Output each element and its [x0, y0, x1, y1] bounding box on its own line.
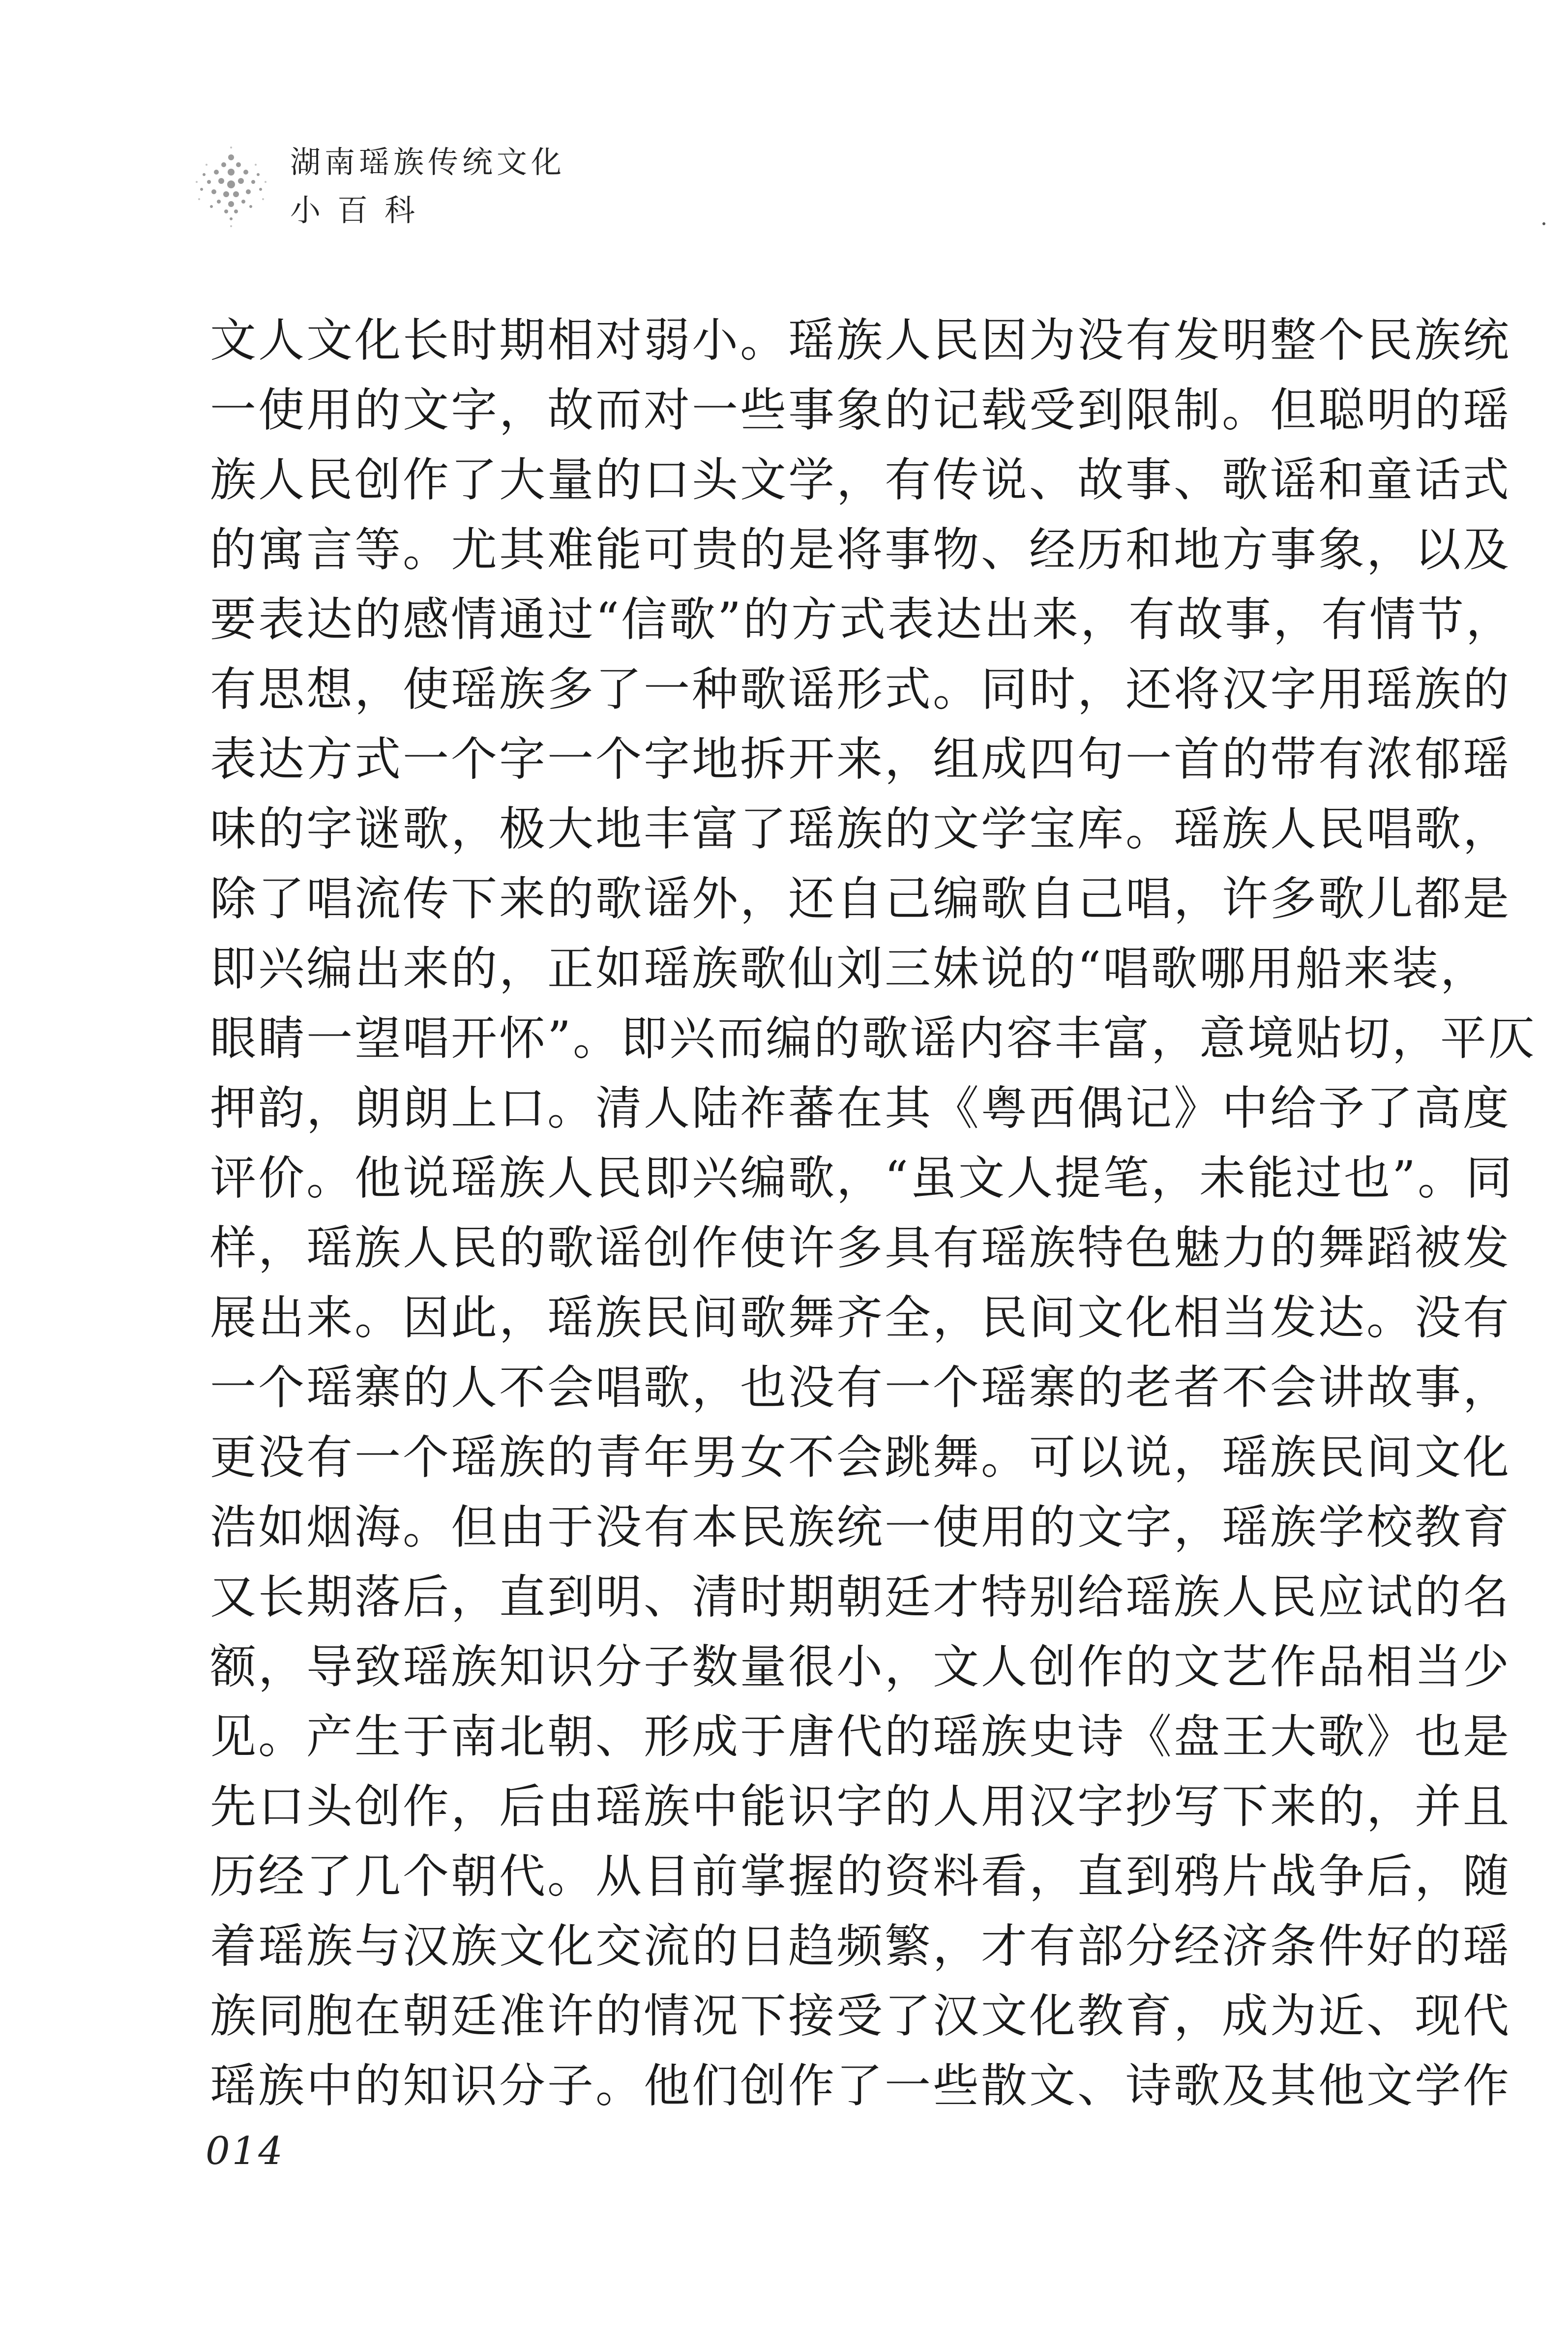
text-line: 有思想，使瑶族多了一种歌谣形式。同时，还将汉字用瑶族的: [210, 663, 1511, 716]
text-line: 评价。他说瑶族人民即兴编歌，“虽文人提笔，未能过也”。同: [210, 1152, 1514, 1205]
floral-ornament-icon: [182, 138, 280, 236]
page-speck: [1542, 222, 1545, 225]
text-line: 除了唱流传下来的歌谣外，还自己编歌自己唱，许多歌儿都是: [210, 872, 1511, 926]
text-line: 历经了几个朝代。从目前掌握的资料看，直到鸦片战争后，随: [210, 1850, 1511, 1903]
text-line: 样，瑶族人民的歌谣创作使许多具有瑶族特色魅力的舞蹈被发: [210, 1221, 1511, 1275]
text-line: 一个瑶寨的人不会唱歌，也没有一个瑶寨的老者不会讲故事，: [210, 1361, 1511, 1415]
text-line: 又长期落后，直到明、清时期朝廷才特别给瑶族人民应试的名: [210, 1571, 1511, 1624]
text-line: 族人民创作了大量的口头文学，有传说、故事、歌谣和童话式: [210, 453, 1511, 507]
text-line: 着瑶族与汉族文化交流的日趋频繁，才有部分经济条件好的瑶: [210, 1920, 1511, 1973]
text-line: 表达方式一个字一个字地拆开来，组成四句一首的带有浓郁瑶: [210, 733, 1511, 786]
text-line: 浩如烟海。但由于没有本民族统一使用的文字，瑶族学校教育: [210, 1501, 1511, 1554]
page-number: 014: [206, 2129, 285, 2173]
text-line: 即兴编出来的，正如瑶族歌仙刘三妹说的“唱歌哪用船来装，: [210, 942, 1489, 996]
text-line: 更没有一个瑶族的青年男女不会跳舞。可以说，瑶族民间文化: [210, 1431, 1511, 1484]
text-line: 味的字谜歌，极大地丰富了瑶族的文学宝库。瑶族人民唱歌，: [210, 802, 1511, 856]
text-line: 先口头创作，后由瑶族中能识字的人用汉字抄写下来的，并且: [210, 1780, 1511, 1834]
text-line: 眼睛一望唱开怀”。即兴而编的歌谣内容丰富，意境贴切，平仄: [210, 1012, 1537, 1066]
body-text: [210, 306, 1537, 2121]
text-line: 要表达的感情通过“信歌”的方式表达出来，有故事，有情节，: [210, 593, 1514, 647]
text-line: 额，导致瑶族知识分子数量很小，文人创作的文艺作品相当少: [210, 1640, 1511, 1694]
text-line: 见。产生于南北朝、形成于唐代的瑶族史诗《盘王大歌》也是: [210, 1710, 1511, 1764]
text-line: 瑶族中的知识分子。他们创作了一些散文、诗歌及其他文学作: [210, 2059, 1511, 2113]
book-title: 湖南瑶族传统文化: [290, 144, 566, 180]
text-line: 一使用的文字，故而对一些事象的记载受到限制。但聪明的瑶: [210, 384, 1511, 437]
book-subtitle: 小百科: [290, 192, 432, 228]
text-line: 展出来。因此，瑶族民间歌舞齐全，民间文化相当发达。没有: [210, 1291, 1511, 1345]
text-line: 族同胞在朝廷准许的情况下接受了汉文化教育，成为近、现代: [210, 1989, 1511, 2043]
text-line: 的寓言等。尤其难能可贵的是将事物、经历和地方事象，以及: [210, 523, 1511, 577]
text-line: 押韵，朗朗上口。清人陆祚蕃在其《粤西偶记》中给予了高度: [210, 1082, 1511, 1135]
text-line: 文人文化长时期相对弱小。瑶族人民因为没有发明整个民族统: [210, 314, 1511, 367]
